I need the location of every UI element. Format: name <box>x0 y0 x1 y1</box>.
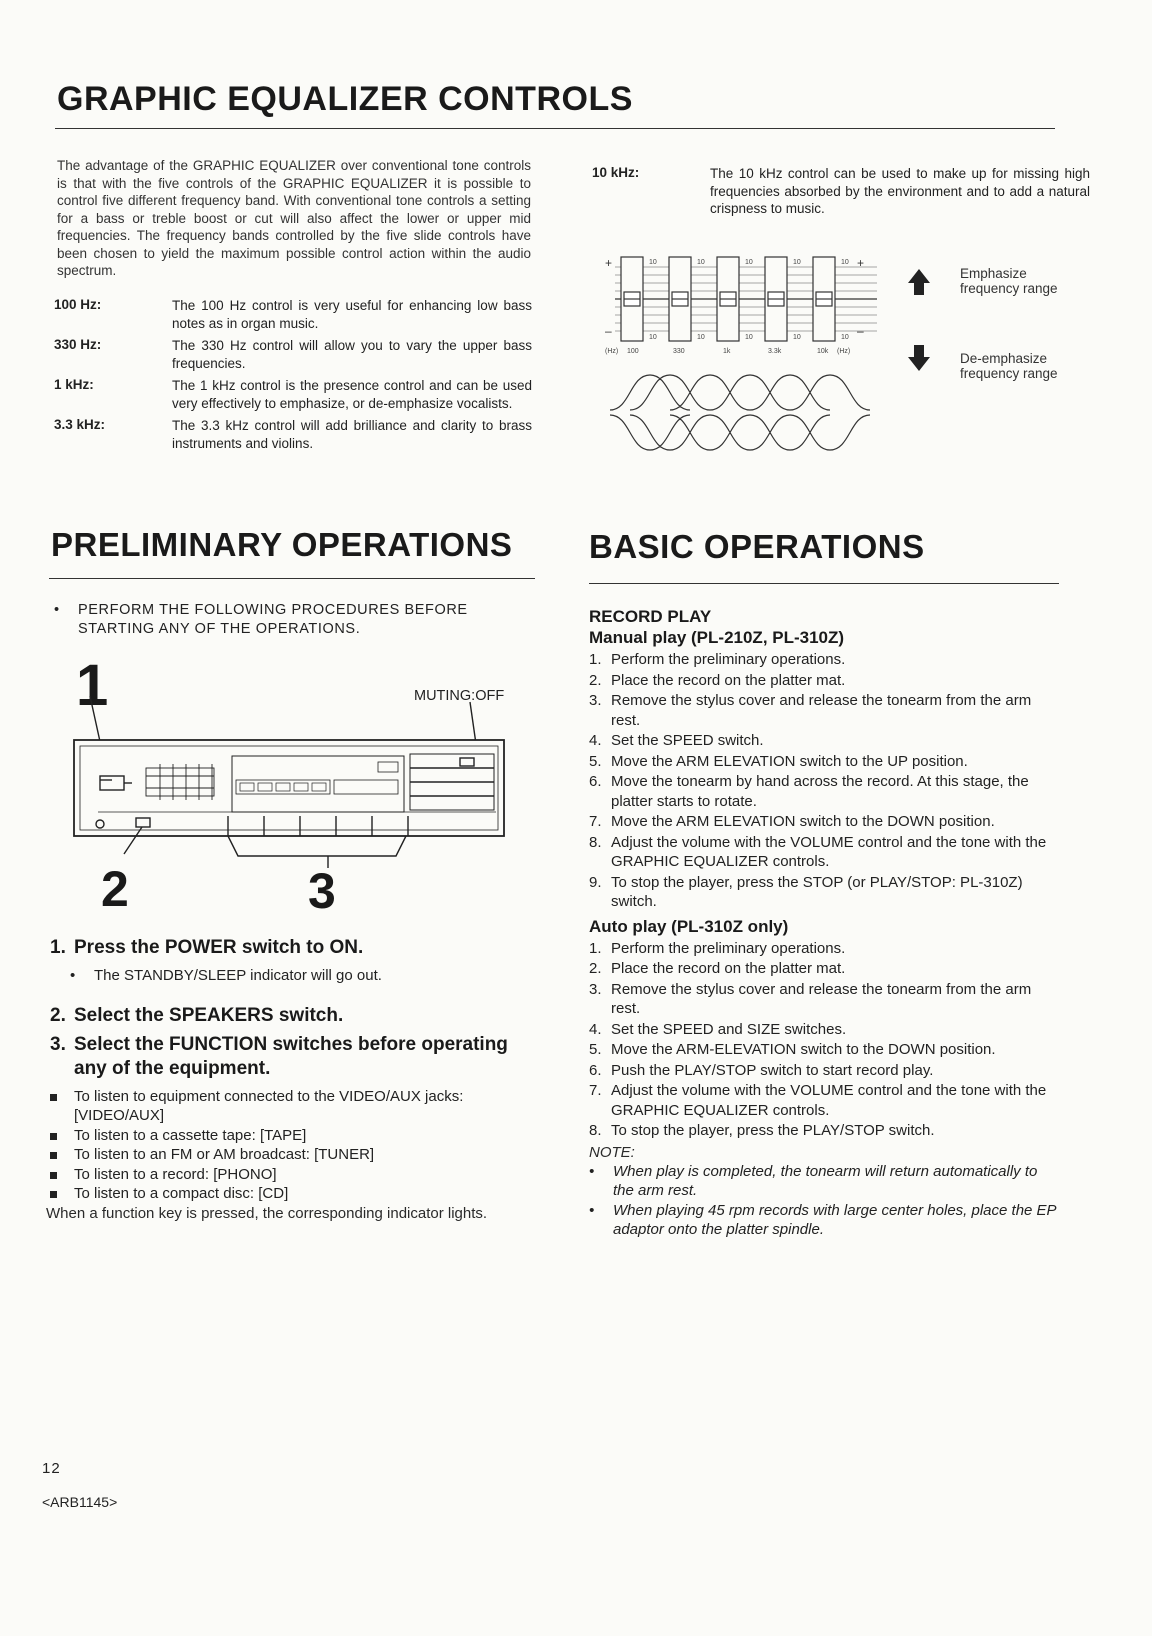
step-2 <box>50 1004 540 1028</box>
note-text: When playing 45 rpm records with large center holes, place the EP adaptor onto the platter spindle. <box>613 1201 1057 1238</box>
callout-3: 3 <box>308 863 336 919</box>
band-desc: The 3.3 kHz control will add brilliance and clarity to brass instruments and violins. <box>172 418 532 451</box>
list-item: 7. Move the ARM ELEVATION switch to the DOWN position. <box>589 813 995 830</box>
emphasis-arrows <box>906 265 932 375</box>
scale-top-label: 10 <box>697 259 705 266</box>
step-3 <box>50 1033 540 1081</box>
slider-10khz <box>813 257 835 341</box>
function-list <box>50 1087 540 1204</box>
step-1-note: • The STANDBY/SLEEP indicator will go out. <box>50 966 540 986</box>
band-term: 10 kHz: <box>592 165 640 180</box>
band-term: 330 Hz: <box>54 337 102 352</box>
deemphasize-curves <box>610 415 870 450</box>
auto-play-heading: Auto play (PL-310Z only) <box>589 916 789 936</box>
band-desc: The 1 kHz control is the presence control and can be used very effectively to emphasize, or de-emphasize vocalists. <box>172 378 532 411</box>
step-text: Select the FUNCTION switches before operating any of the equipment. <box>74 1033 508 1079</box>
scale-bottom-label: 10 <box>745 334 753 341</box>
note-item: • When play is completed, the tonearm will return automatically to the arm rest. <box>589 1162 1059 1201</box>
svg-text:–: – <box>605 324 612 338</box>
list-item: 3. Remove the stylus cover and release the tonearm from the arm rest. <box>589 980 1032 1017</box>
prelim-steps <box>46 936 540 1223</box>
step-number: 3. <box>50 1033 66 1055</box>
prelim-title-rule <box>49 578 535 579</box>
list-item: 2. Place the record on the platter mat. <box>589 671 846 689</box>
muting-label: MUTING:OFF <box>414 688 505 704</box>
eq-title: GRAPHIC EQUALIZER CONTROLS <box>57 80 633 118</box>
function-footer-note: When a function key is pressed, the corresponding indicator lights. <box>46 1204 488 1222</box>
list-item: 1. Perform the preliminary operations. <box>589 939 846 957</box>
emphasize-curves <box>610 375 870 410</box>
list-item: 2. Place the record on the platter mat. <box>589 960 846 977</box>
list-item: To listen to a compact disc: [CD] <box>50 1184 540 1204</box>
band-330hz <box>54 337 532 372</box>
scale-top-label: 10 <box>841 259 849 266</box>
arrow-up-icon <box>908 269 930 295</box>
list-item: 3. Remove the stylus cover and release the tonearm from the arm rest. <box>589 692 1032 729</box>
list-item: To listen to equipment connected to the VIDEO/AUX jacks: [VIDEO/AUX] <box>50 1087 540 1126</box>
band-100hz <box>54 297 532 332</box>
freq-label: 10k <box>817 348 829 355</box>
manual-play-heading: Manual play (PL-210Z, PL-310Z) <box>589 628 845 647</box>
callout-2: 2 <box>101 861 129 917</box>
list-item: To listen to a record: [PHONO] <box>50 1165 540 1185</box>
basic-content <box>589 606 1059 1240</box>
scale-bottom-label: 10 <box>841 334 849 341</box>
step-1 <box>50 936 540 960</box>
basic-title-rule <box>589 583 1059 584</box>
slider-1khz <box>717 257 739 341</box>
scale-top-label: 10 <box>649 259 657 266</box>
svg-text:–: – <box>857 324 864 338</box>
eq-band-10khz <box>592 164 1090 218</box>
freq-label: 3.3k <box>768 348 782 355</box>
scale-bottom-label: 10 <box>793 334 801 341</box>
eq-intro: The advantage of the GRAPHIC EQUALIZER over conventional tone controls is that with the five controls of the GRAPHIC EQUALIZER it is possible to control five different frequency band. With conventional tone controls a setting for a bass or treble boost or cut will also affect the lower or upper mid frequencies. The frequency bands controlled by the five slide controls have been chosen to yield the maximum possible control action within the audio spectrum. <box>57 158 531 278</box>
slider-100hz <box>621 257 643 341</box>
step-number: 1. <box>50 937 66 958</box>
list-item: 8. To stop the player, press the PLAY/STOP switch. <box>589 1122 935 1139</box>
freq-label: 1k <box>723 348 731 355</box>
slider-330hz <box>669 257 691 341</box>
note-label: NOTE: <box>589 1143 635 1161</box>
band-term: 1 kHz: <box>54 377 94 392</box>
receiver-front-panel <box>60 696 520 886</box>
emphasize-label: Emphasize frequency range <box>960 266 1058 296</box>
basic-title: BASIC OPERATIONS <box>589 528 925 565</box>
step-number: 2. <box>50 1004 66 1026</box>
scale-top-label: 10 <box>745 259 753 266</box>
freq-label: 100 <box>627 348 639 355</box>
list-item: To listen to an FM or AM broadcast: [TUNER] <box>50 1145 540 1165</box>
freq-label: (Hz) <box>605 348 619 355</box>
arrow-down-icon <box>908 345 930 371</box>
step-text: Press the POWER switch to ON. <box>74 937 364 958</box>
prelim-note-text: PERFORM THE FOLLOWING PROCEDURES BEFORE STARTING ANY OF THE OPERATIONS. <box>78 602 468 637</box>
slider-3-3khz <box>765 257 787 341</box>
note-item: • When playing 45 rpm records with large center holes, place the EP adaptor onto the platter spindle. <box>589 1201 1059 1240</box>
auto-steps <box>589 939 1059 1141</box>
step-text: Select the SPEAKERS switch. <box>74 1004 344 1026</box>
manual-steps <box>589 650 1059 912</box>
band-1khz <box>54 377 532 412</box>
svg-text:+: + <box>857 256 865 270</box>
band-term: 100 Hz: <box>54 297 102 312</box>
list-item: 5. Move the ARM-ELEVATION switch to the DOWN position. <box>589 1041 996 1058</box>
list-item: 6. Push the PLAY/STOP switch to start record play. <box>589 1061 934 1079</box>
page-number: 12 <box>42 1460 61 1477</box>
record-play-heading: RECORD PLAY <box>589 607 712 626</box>
band-desc: The 330 Hz control will allow you to vary the upper bass frequencies. <box>172 338 532 371</box>
note-text: When play is completed, the tonearm will return automatically to the arm rest. <box>613 1162 1038 1199</box>
prelim-note: • PERFORM THE FOLLOWING PROCEDURES BEFORE STARTING ANY OF THE OPERATIONS. <box>54 601 530 639</box>
list-item: 5. Move the ARM ELEVATION switch to the UP position. <box>589 752 968 770</box>
list-item: 6. Move the tonearm by hand across the record. At this stage, the platter starts to rotate. <box>589 773 1029 810</box>
list-item: 1. Perform the preliminary operations. <box>589 651 846 668</box>
list-item: 8. Adjust the volume with the VOLUME control and the tone with the GRAPHIC EQUALIZER controls. <box>589 833 1047 870</box>
list-item: 7. Adjust the volume with the VOLUME control and the tone with the GRAPHIC EQUALIZER controls. <box>589 1082 1047 1119</box>
eq-slider-diagram <box>605 255 905 485</box>
scale-bottom-label: 10 <box>649 334 657 341</box>
list-item: 9. To stop the player, press the STOP (or PLAY/STOP: PL-310Z) switch. <box>589 873 1023 910</box>
deemphasize-label: De-emphasize frequency range <box>960 351 1058 381</box>
scale-bottom-label: 10 <box>697 334 705 341</box>
list-item: 4. Set the SPEED and SIZE switches. <box>589 1020 847 1038</box>
eq-band-list <box>54 296 532 452</box>
document-code: <ARB1145> <box>42 1494 118 1510</box>
list-item: 4. Set the SPEED switch. <box>589 732 764 749</box>
scale-top-label: 10 <box>793 259 801 266</box>
prelim-title: PRELIMINARY OPERATIONS <box>51 526 513 563</box>
list-item: To listen to a cassette tape: [TAPE] <box>50 1126 540 1146</box>
band-term: 3.3 kHz: <box>54 417 106 432</box>
callout-1: 1 <box>76 653 109 718</box>
freq-label: (Hz) <box>837 348 851 355</box>
band-desc: The 10 kHz control can be used to make up for missing high frequencies absorbed by the environment and to add a natural crispness to music. <box>710 166 1090 216</box>
band-desc: The 100 Hz control is very useful for enhancing low bass notes as in organ music. <box>172 298 532 331</box>
svg-text:+: + <box>605 256 613 270</box>
step-1-note-text: The STANDBY/SLEEP indicator will go out. <box>94 967 382 984</box>
freq-label: 330 <box>673 348 685 355</box>
band-3-3khz <box>54 417 532 452</box>
eq-title-rule <box>55 128 1055 129</box>
